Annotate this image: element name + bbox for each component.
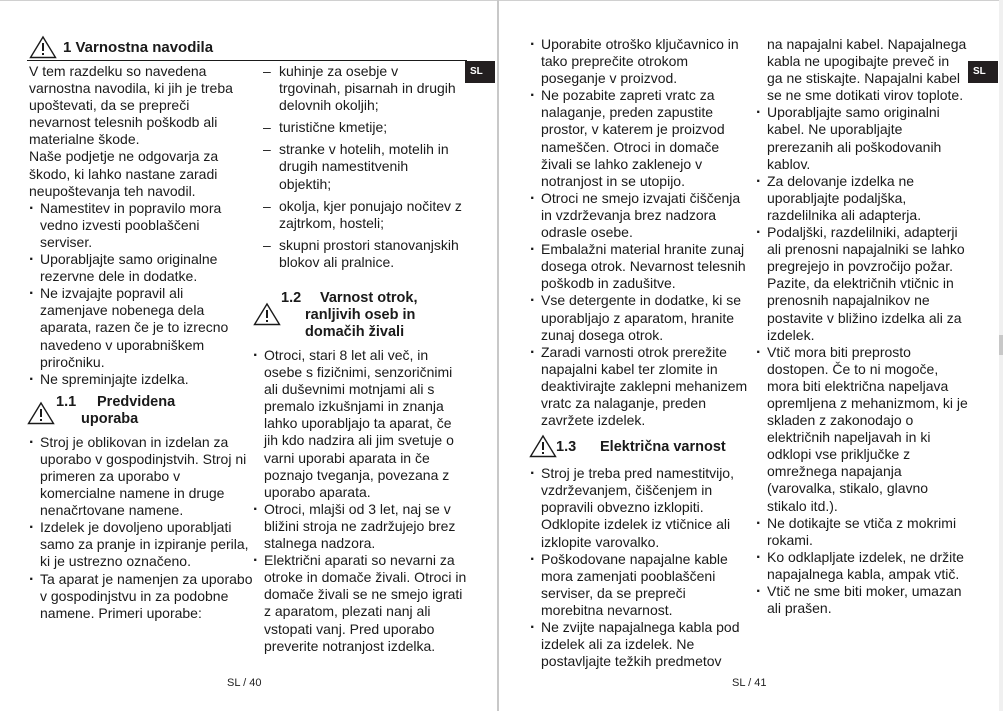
list-item: · Ne pozabite zapreti vratc za nalaganje, preden zapustite prostor, v katerem je proizvod nameščen. Otroci in domače živali se lahko zaklenejo v notranjost in se utopijo. xyxy=(530,87,750,190)
list-item: – kuhinje za osebje v trgovinah, pisarnah in drugih delovnih okoljih; xyxy=(263,63,463,114)
list-item: · Zaradi varnosti otrok prerežite napajalni kabel ter zlomite in deaktivirajte zaklepni mehanizem vratc za nalaganje, preden zavržete izdelek. xyxy=(530,344,750,429)
subsection-title-line: uporaba xyxy=(81,410,139,427)
right-column-1 xyxy=(530,36,750,670)
list-item: · Ne spreminjajte izdelka. xyxy=(29,371,254,388)
list-item: · Izdelek je dovoljeno uporabljati samo za pranje in izpiranje perila, ki je ustrezno označeno. xyxy=(29,519,254,570)
list-item: · Ko odklapljate izdelek, ne držite napajalnega kabla, ampak vtič. xyxy=(756,549,968,583)
subsection-title: Električna varnost xyxy=(600,439,726,456)
list-item: · Stroj je treba pred namestitvijo, vzdrževanjem, čiščenjem in popravili obvezno izklopiti. Odklopite izdelek iz vtičnice ali izklopite varovalko. xyxy=(530,465,750,550)
scrollbar-thumb[interactable] xyxy=(999,335,1003,355)
list-item: · Ne dotikajte se vtiča z mokrimi rokami. xyxy=(756,515,968,549)
section-title: 1 Varnostna navodila xyxy=(63,39,214,56)
warning-triangle-icon xyxy=(27,401,55,425)
page-number-right: SL / 41 xyxy=(732,677,767,689)
subsection-title-line: Varnost otrok, xyxy=(320,290,418,306)
subsection-number: 1.1 xyxy=(56,393,77,410)
child-safety-list xyxy=(253,347,468,655)
subsection-number: 1.3 xyxy=(556,439,577,456)
electrical-safety-list-continued xyxy=(756,104,968,617)
list-item: · Embalažni material hranite zunaj dosega otrok. Nevarnost telesnih poškodb in zadušitve. xyxy=(530,241,750,292)
subsection-title-line: Predvidena xyxy=(97,393,176,410)
left-column-2 xyxy=(263,63,463,276)
subsection-title-line: domačih živali xyxy=(305,324,405,340)
subsection-heading-1-1 xyxy=(29,394,254,430)
list-item: · Stroj je oblikovan in izdelan za uporabo v gospodinjstvih. Stroj ni primeren za uporabo v komercialne namene in druge nenačrtovane namene. xyxy=(29,434,254,519)
list-item: · Ne izvajajte popravil ali zamenjave nobenega dela aparata, razen če je to izrecno navedeno v uporabniškem priročniku. xyxy=(29,285,254,370)
language-tab-left: SL xyxy=(465,61,495,83)
intro-bullet-list xyxy=(29,200,254,388)
list-item: · Namestitev in popravilo mora vedno izvesti pooblaščeni serviser. xyxy=(29,200,254,251)
list-item: · Vtič mora biti preprosto dostopen. Če to ni mogoče, mora biti električna napeljava opremljena z mehanizmom, ki je skladen z zakonodajo o električnih napeljavah in ki odklopi vse priključke z omrežnega napajanja (varovalka, stikalo, glavno stikalo itd.). xyxy=(756,344,968,515)
list-item: – turistične kmetije; xyxy=(263,119,463,136)
list-item: · Ne zvijte napajalnega kabla pod izdelek ali za izdelek. Ne postavljajte težkih predmetov xyxy=(530,619,750,670)
intended-use-list xyxy=(29,434,254,622)
list-item: · Uporabljajte samo originalne rezervne dele in dodatke. xyxy=(29,251,254,285)
electrical-safety-list xyxy=(530,465,750,670)
list-item: · Poškodovane napajalne kable mora zamenjati pooblaščeni serviser, da se prepreči morebitna nevarnost. xyxy=(530,551,750,619)
intro-paragraph: V tem razdelku so navedena varnostna navodila, ki jih je treba upoštevati, da se prepreči nevarnost telesnih poškodb ali materialne škode. xyxy=(29,63,233,148)
left-column-2-lower xyxy=(253,290,468,655)
left-column-1 xyxy=(29,63,254,622)
list-item: · Otroci, stari 8 let ali več, in osebe s fizičnimi, senzoričnimi ali duševnimi motnjami ali s premalo izkušnjami in znanja lahko uporabljajo ta aparat, če jih kdo nadzira ali jim svetuje o varni uporabi aparata in če poznajo tveganja, povezana z uporabo aparata. xyxy=(253,347,468,501)
list-item: – stranke v hotelih, motelih in drugih namestitvenih objektih; xyxy=(263,141,463,192)
language-tab-right: SL xyxy=(968,61,998,83)
list-item: · Vtič ne sme biti moker, umazan ali prašen. xyxy=(756,583,968,617)
subsection-title-line: ranljivih oseb in xyxy=(305,307,416,323)
list-item: · Otroci, mlajši od 3 let, naj se v bližini stroja ne zadržujejo brez stalnega nadzora. xyxy=(253,501,468,552)
list-item: · Ta aparat je namenjen za uporabo v gospodinjstvu in za podobne namene. Primeri uporabe: xyxy=(29,571,254,622)
list-item: · Podaljški, razdelilniki, adapterji ali prenosni napajalniki se lahko pregrejejo in povzročijo požar. Pazite, da električnih vtičnic in prenosnih napajalnikov ne postavite v bližino izdelka ali za izdelek. xyxy=(756,224,968,344)
warning-triangle-icon xyxy=(29,35,57,59)
page-number-left: SL / 40 xyxy=(227,677,262,689)
section-heading-1 xyxy=(27,34,467,61)
usage-examples-list xyxy=(263,63,463,271)
intro-paragraph: Naše podjetje ne odgovarja za škodo, ki lahko nastane zaradi neupoštevanja teh navodil. xyxy=(29,148,219,199)
right-column-2 xyxy=(756,36,968,617)
child-safety-list-continued xyxy=(530,36,750,429)
subsection-heading-1-3 xyxy=(530,437,750,463)
list-item: · Vse detergente in dodatke, ki se uporabljajo z aparatom, hranite zunaj dosega otrok. xyxy=(530,292,750,343)
list-item: · Otroci ne smejo izvajati čiščenja in vzdrževanja brez nadzora odrasle osebe. xyxy=(530,190,750,241)
list-item: · Uporabljajte samo originalni kabel. Ne uporabljajte prerezanih ali poškodovanih kablov. xyxy=(756,104,968,172)
vertical-scrollbar[interactable] xyxy=(999,0,1003,711)
subsection-heading-1-2 xyxy=(253,290,468,342)
warning-triangle-icon xyxy=(529,434,557,458)
continued-text: na napajalni kabel. Napajalnega kabla ne upogibajte preveč in ga ne stiskajte. Napajalni kabel se ne sme dotikati virov toplote. xyxy=(767,36,967,104)
list-item: · Za delovanje izdelka ne uporabljajte podaljška, razdelilnika ali adapterja. xyxy=(756,173,968,224)
warning-triangle-icon xyxy=(253,302,281,326)
list-item: · Električni aparati so nevarni za otroke in domače živali. Otroci in domače živali se ne smejo igrati z aparatom, plezati nanj ali vstopati vanj. Pred uporabo preverite notranjost izdelka. xyxy=(253,552,468,655)
subsection-number: 1.2 xyxy=(281,290,302,306)
list-item: – skupni prostori stanovanjskih blokov ali pralnice. xyxy=(263,237,463,271)
list-item: · Uporabite otroško ključavnico in tako preprečite otrokom poseganje v proizvod. xyxy=(530,36,750,87)
list-item: – okolja, kjer ponujajo nočitev z zajtrkom, hosteli; xyxy=(263,198,463,232)
